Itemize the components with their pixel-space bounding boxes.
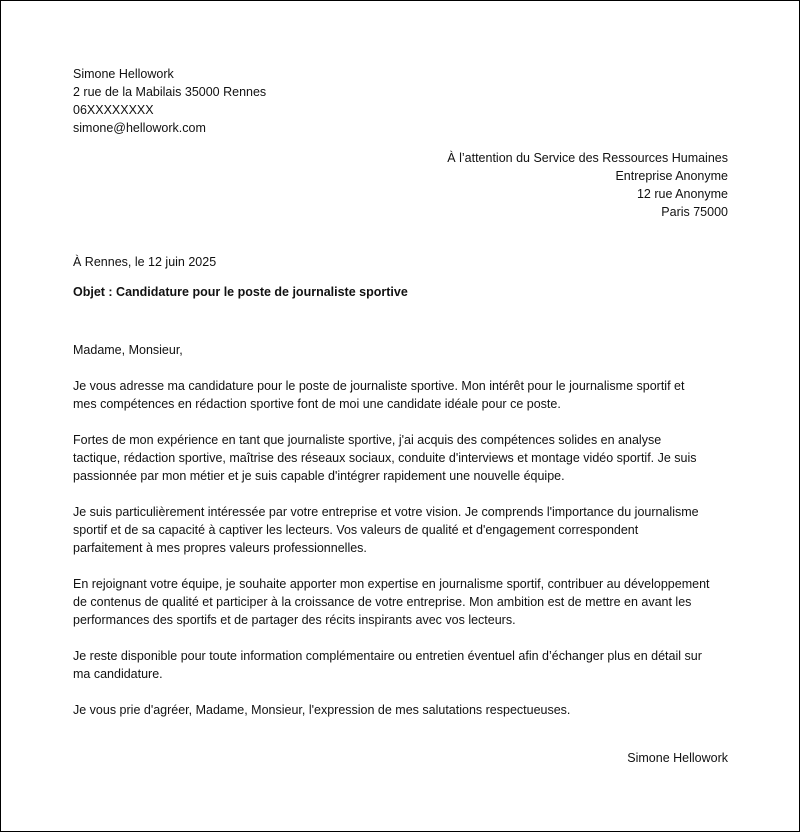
sender-address: 2 rue de la Mabilais 35000 Rennes xyxy=(73,85,267,99)
recipient-street: 12 rue Anonyme xyxy=(636,187,728,201)
recipient-company: Entreprise Anonyme xyxy=(615,169,728,183)
body-paragraph xyxy=(73,647,733,683)
paragraph-line: Je vous adresse ma candidature pour le poste de journaliste sportive. Mon intérêt pour le journalisme sportif et xyxy=(73,379,685,393)
body-paragraph xyxy=(73,503,733,557)
paragraph-line: tactique, rédaction sportive, maîtrise des réseaux sociaux, conduite d'interviews et montage vidéo sportif. Je suis xyxy=(73,451,697,465)
paragraph-line: Je reste disponible pour toute information complémentaire ou entretien éventuel afin d’échanger plus en détail sur xyxy=(73,649,702,663)
body-paragraph xyxy=(73,575,733,629)
paragraph-line: performances des sportifs et de partager des récits inspirants avec vos lecteurs. xyxy=(73,613,516,627)
paragraph-line: En rejoignant votre équipe, je souhaite apporter mon expertise en journalisme sportif, contribuer au développement xyxy=(73,577,710,591)
letter-date: À Rennes, le 12 juin 2025 xyxy=(73,255,217,269)
paragraph-line: mes compétences en rédaction sportive font de moi une candidate idéale pour ce poste. xyxy=(73,397,561,411)
paragraph-line: parfaitement à mes propres valeurs professionnelles. xyxy=(73,541,367,555)
paragraph-line: de contenus de qualité et participer à la croissance de votre entreprise. Mon ambition est de mettre en avant les xyxy=(73,595,692,609)
sender-phone: 06XXXXXXXX xyxy=(73,103,154,117)
paragraph-line: ma candidature. xyxy=(73,667,163,681)
paragraph-line: Fortes de mon expérience en tant que journaliste sportive, j'ai acquis des compétences solides en analyse xyxy=(73,433,662,447)
signature: Simone Hellowork xyxy=(627,751,728,765)
sender-email: simone@hellowork.com xyxy=(73,121,206,135)
body-paragraph xyxy=(73,377,733,413)
salutation: Madame, Monsieur, xyxy=(73,343,183,357)
recipient-block xyxy=(447,149,728,221)
paragraph-line: passionnée par mon métier et je suis capable d'intégrer rapidement une nouvelle équipe. xyxy=(73,469,565,483)
letter-subject: Objet : Candidature pour le poste de journaliste sportive xyxy=(73,285,408,299)
recipient-attention: À l’attention du Service des Ressources Humaines xyxy=(447,151,728,165)
sender-name: Simone Hellowork xyxy=(73,67,174,81)
closing-formula: Je vous prie d'agréer, Madame, Monsieur, l'expression de mes salutations respectueuses. xyxy=(73,703,571,717)
recipient-city: Paris 75000 xyxy=(661,205,728,219)
paragraph-line: sportif et de sa capacité à captiver les lecteurs. Vos valeurs de qualité et d'engagement correspondent xyxy=(73,523,639,537)
paragraph-line: Je suis particulièrement intéressée par votre entreprise et votre vision. Je comprends l'importance du journalisme xyxy=(73,505,699,519)
letter-body xyxy=(73,341,733,737)
body-paragraph xyxy=(73,431,733,485)
sender-block xyxy=(73,65,266,137)
